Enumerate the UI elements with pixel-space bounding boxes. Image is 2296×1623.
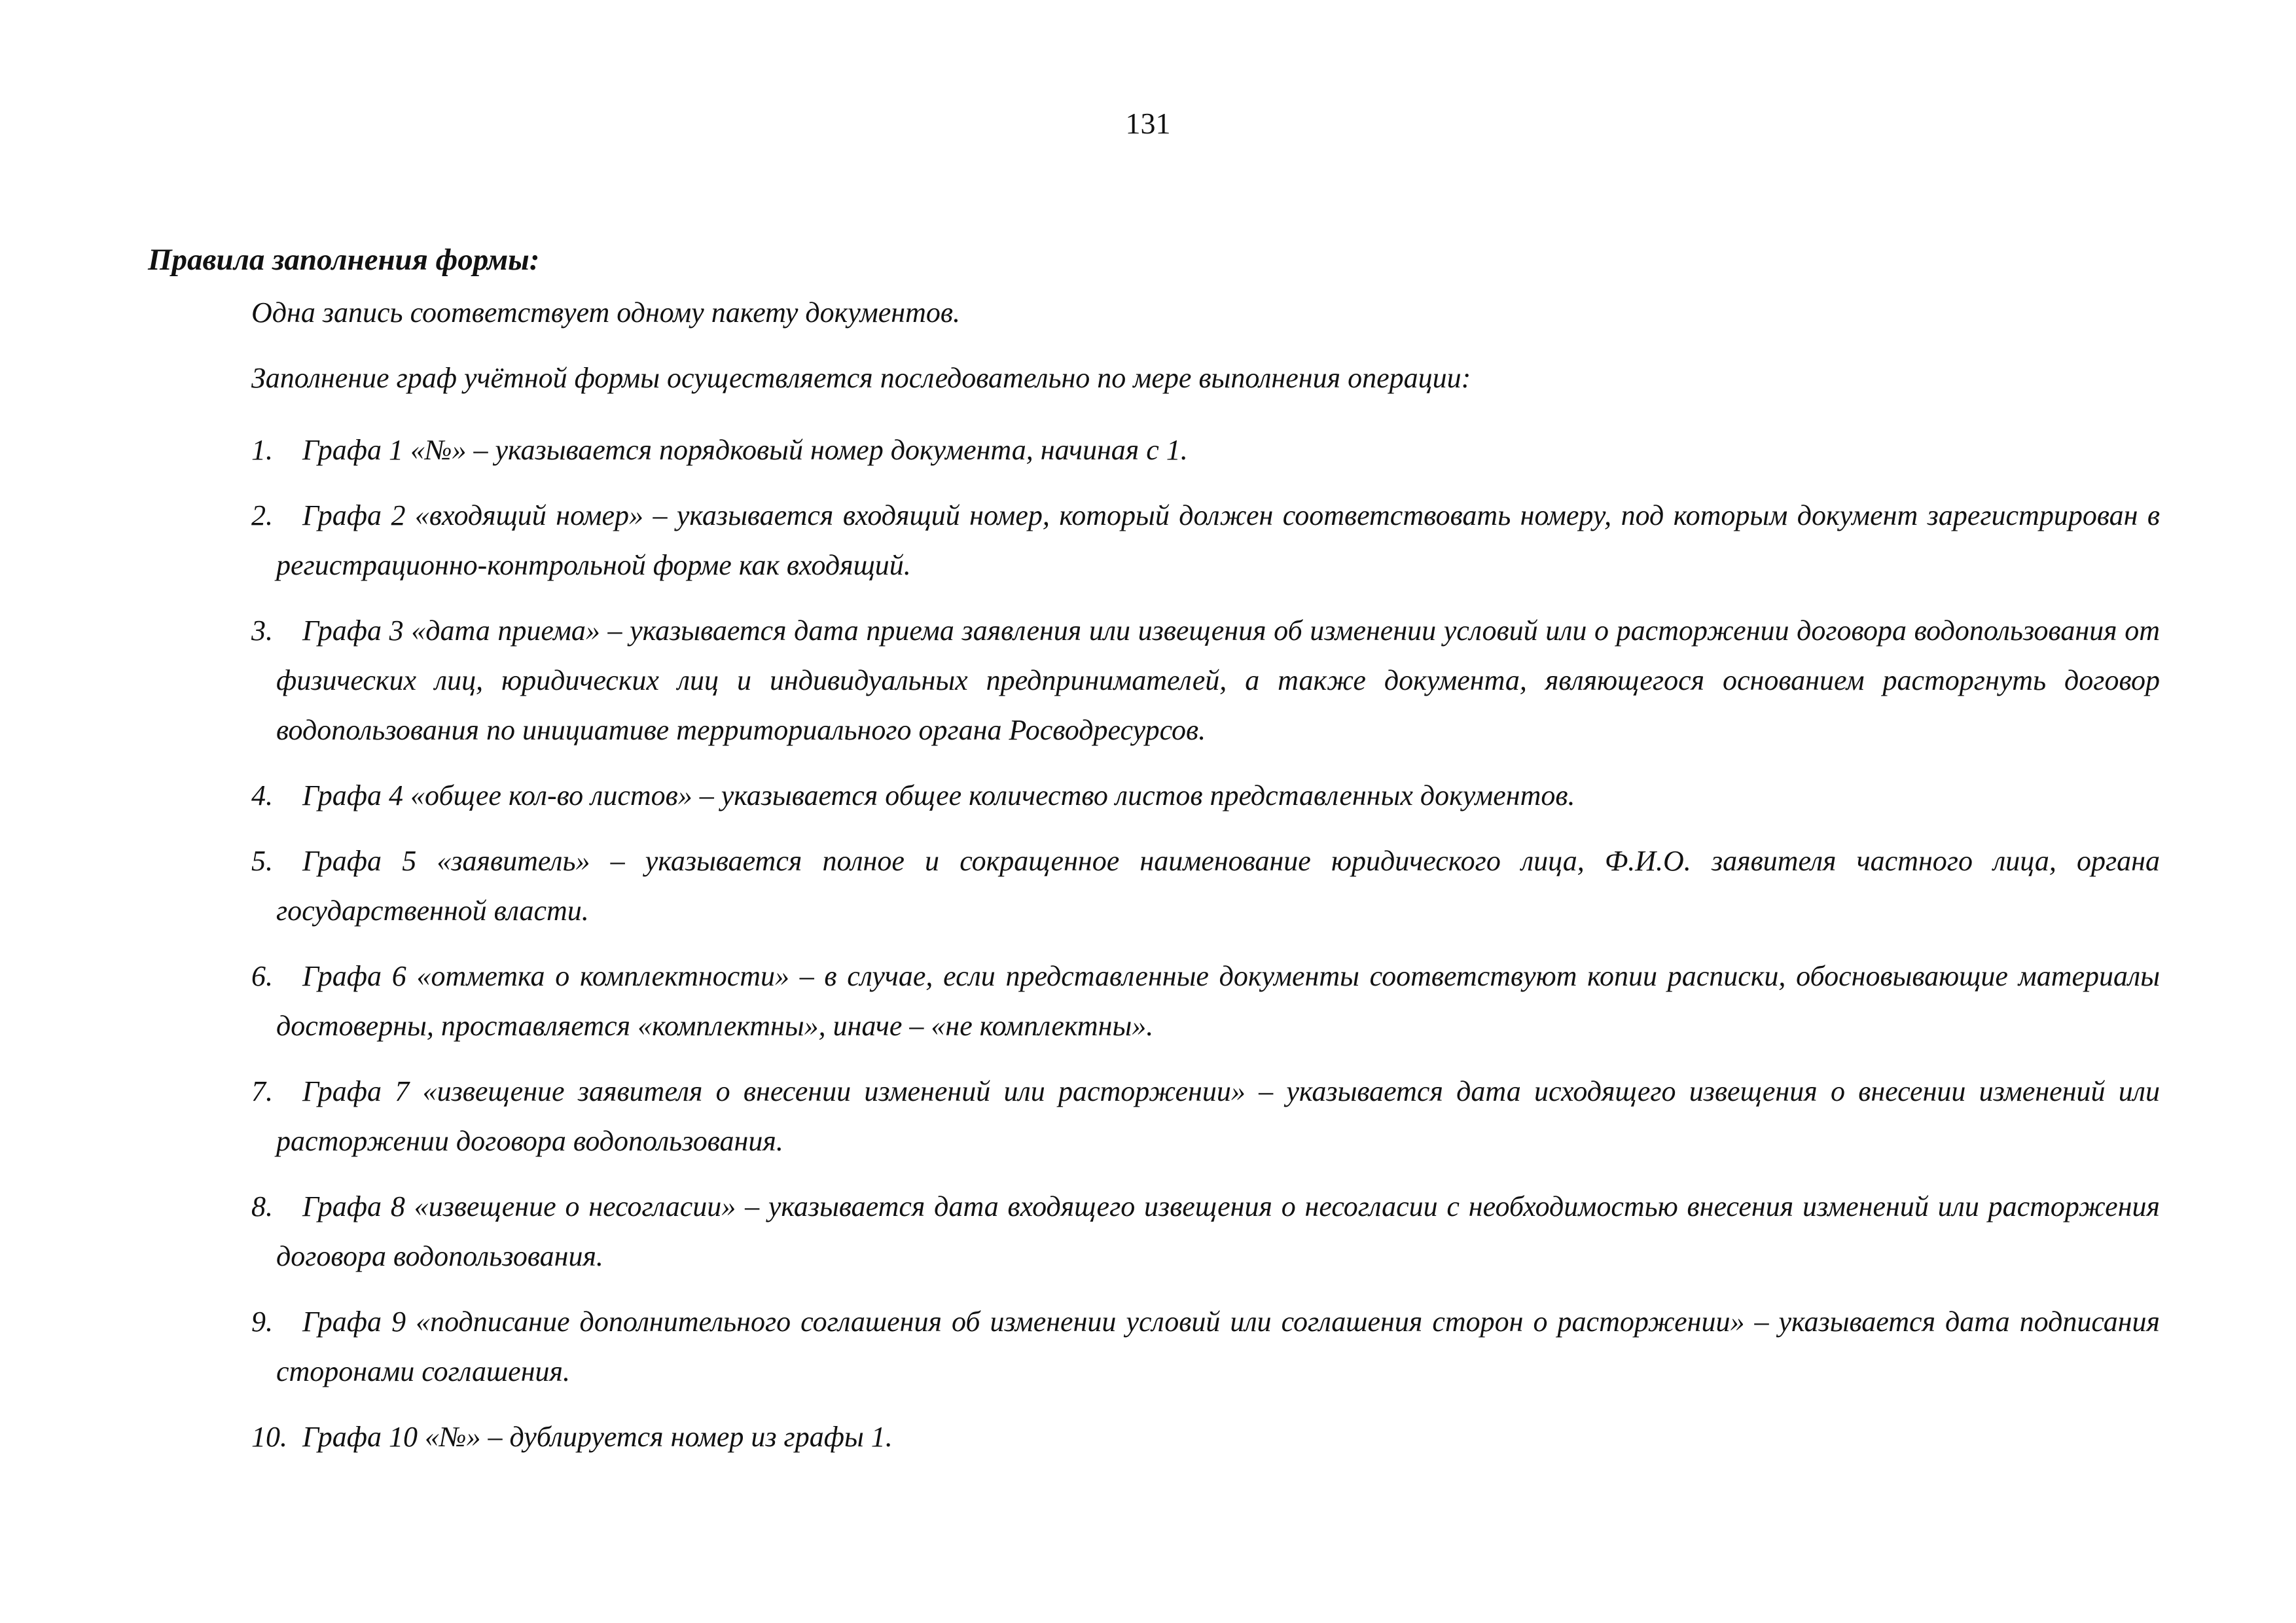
- rule-number: 5.: [251, 845, 273, 877]
- rule-text: Графа 10 «№» – дублируется номер из графы 1.: [302, 1421, 893, 1453]
- rule-text: Графа 4 «общее кол-во листов» – указывается общее количество листов представленных документов.: [302, 779, 1575, 812]
- rule-item: [251, 1412, 2160, 1462]
- rule-item: [251, 836, 2160, 936]
- rule-number: 9.: [251, 1306, 273, 1338]
- rule-number: 7.: [251, 1075, 273, 1107]
- intro-paragraph: Заполнение граф учётной формы осуществляется последовательно по мере выполнения операции:: [251, 362, 1471, 394]
- rule-text: Графа 7 «извещение заявителя о внесении изменений или расторжении» – указывается дата исходящего извещения о внесении изменений или расторжении договора водопользования.: [276, 1075, 2160, 1157]
- rule-text: Графа 6 «отметка о комплектности» – в случае, если представленные документы соответствуют копии расписки, обосновывающие материалы достоверны, проставляется «комплектны», иначе – «не комплектны».: [276, 960, 2160, 1042]
- rule-text: Графа 8 «извещение о несогласии» – указывается дата входящего извещения о несогласии с необходимостью внесения изменений или расторжения договора водопользования.: [276, 1190, 2160, 1272]
- rule-text: Графа 2 «входящий номер» – указывается входящий номер, который должен соответствовать номеру, под которым документ зарегистрирован в регистрационно-контрольной форме как входящий.: [276, 499, 2160, 581]
- rule-text: Графа 5 «заявитель» – указывается полное и сокращенное наименование юридического лица, Ф.И.О. заявителя частного лица, органа государственной власти.: [276, 845, 2160, 927]
- rule-number: 4.: [251, 779, 273, 812]
- rule-item: [251, 1297, 2160, 1397]
- rule-text: Графа 1 «№» – указывается порядковый номер документа, начиная с 1.: [302, 434, 1188, 466]
- intro-paragraph: Одна запись соответствует одному пакету документов.: [251, 296, 960, 329]
- rule-item: [251, 1067, 2160, 1166]
- section-heading: Правила заполнения формы:: [148, 243, 540, 277]
- rule-number: 3.: [251, 615, 273, 647]
- rule-item: [251, 491, 2160, 590]
- rule-item: [251, 771, 2160, 821]
- rule-item: [251, 1182, 2160, 1281]
- page-number: 131: [1125, 107, 1171, 140]
- rule-text: Графа 3 «дата приема» – указывается дата приема заявления или извещения об изменении условий или о расторжении договора водопользования от физических лиц, юридических лиц и индивидуальных предпринимателей, а также документа, являющегося основанием расторгнуть договор водопользования по инициативе территориального органа Росводресурсов.: [276, 615, 2160, 746]
- rule-number: 1.: [251, 434, 273, 466]
- rule-item: [251, 606, 2160, 755]
- rule-item: [251, 425, 2160, 475]
- rule-number: 8.: [251, 1190, 273, 1222]
- rule-number: 6.: [251, 960, 273, 992]
- rule-number: 2.: [251, 499, 273, 531]
- rule-number: 10.: [251, 1421, 287, 1453]
- rules-list: [251, 425, 2160, 1478]
- rule-item: [251, 952, 2160, 1051]
- rule-text: Графа 9 «подписание дополнительного соглашения об изменении условий или соглашения сторон о расторжении» – указывается дата подписания сторонами соглашения.: [276, 1306, 2160, 1387]
